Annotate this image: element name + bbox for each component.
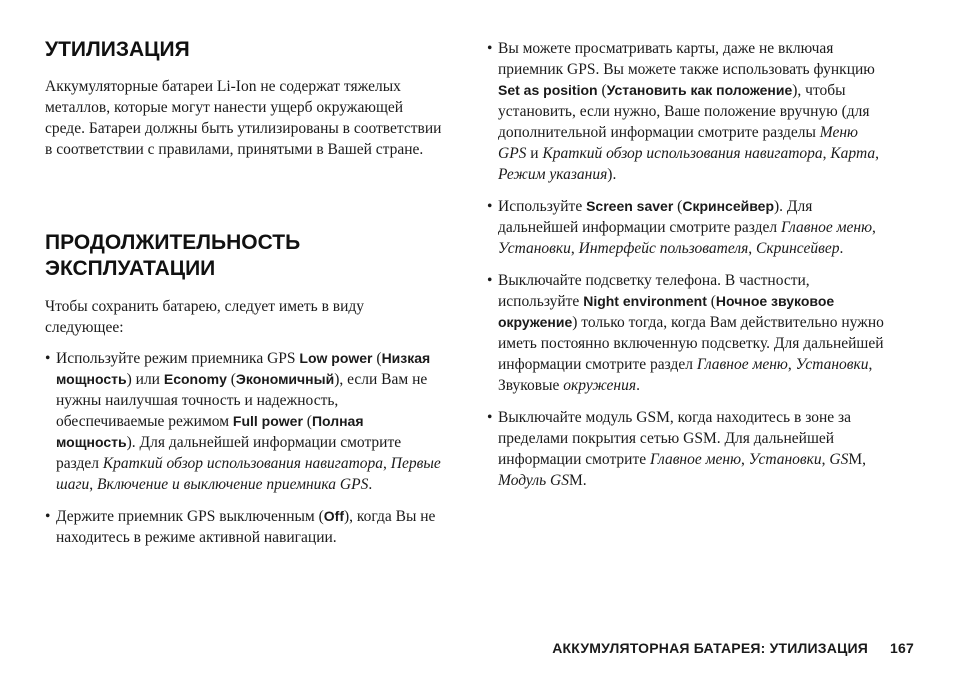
- text-run: Выключайте подсветку телефона. В частности, используйте: [498, 272, 810, 310]
- list-item: [487, 407, 887, 491]
- bold-term: Screen saver: [586, 198, 674, 214]
- italic-reference: GS: [829, 451, 849, 468]
- bold-term: Скринсейвер: [682, 198, 774, 214]
- bold-term: Off: [323, 508, 344, 524]
- bullet-glyph: •: [487, 409, 493, 426]
- bold-term: Полная мощность: [56, 413, 364, 450]
- heading-battery-life: ПРОДОЛЖИТЕЛЬНОСТЬ ЭКСПЛУАТАЦИИ: [45, 231, 301, 280]
- bold-term: Economy: [163, 371, 227, 387]
- paragraph-disposal: Аккумуляторные батареи Li-Ion не содержат тяжелых металлов, которые могут нанести ущерб окружающей среде. Батареи должны быть утилизированы в соответствии в соответствии с правилами, принятыми в Вашей стране.: [45, 78, 442, 158]
- text-run: Используйте: [498, 198, 587, 215]
- bold-term: Низкая мощность: [56, 350, 431, 387]
- footer-title: АККУМУЛЯТОРНАЯ БАТАРЕЯ: УТИЛИЗАЦИЯ: [552, 640, 869, 656]
- text-run: ,: [875, 145, 879, 162]
- list-item: [487, 196, 887, 259]
- text-run: ) или: [126, 371, 164, 388]
- italic-reference: Главное меню: [696, 356, 788, 373]
- text-run: , Звуковые: [498, 356, 873, 394]
- text-run: (: [673, 198, 683, 215]
- text-run: .: [839, 240, 844, 257]
- text-run: (: [226, 371, 236, 388]
- text-run: Держите приемник GPS выключенным (: [56, 508, 324, 525]
- italic-reference: Краткий обзор использования навигатора: [102, 455, 384, 472]
- list-item: [487, 270, 887, 396]
- paragraph-battery-intro: Чтобы сохранить батарею, следует иметь в виду следующее:: [45, 298, 365, 336]
- text-run: .: [636, 377, 640, 394]
- text-run: ), когда Вы не находитесь в режиме активной навигации.: [56, 508, 436, 546]
- text-run: ).: [607, 166, 617, 183]
- list-item: [45, 348, 445, 495]
- italic-reference: Карта: [830, 145, 876, 162]
- bold-term: Set as position: [498, 82, 598, 98]
- text-run: ) только тогда, когда Вам действительно нужно иметь постоянно включенную подсветку. Для дальнейшей информации смотрите раздел: [498, 314, 884, 373]
- list-item: [487, 38, 887, 185]
- text-run: Выключайте модуль GSM, когда находитесь в зоне за пределами покрытия сетью GSM. Для дальнейшей информации смотрите: [498, 409, 852, 468]
- page-footer: [552, 640, 914, 656]
- text-run: Используйте режим приемника GPS: [56, 350, 300, 367]
- text-run: M,: [848, 451, 867, 468]
- text-run: (: [302, 413, 312, 430]
- italic-reference: Краткий обзор использования навигатора: [542, 145, 823, 162]
- italic-reference: Включение и выключение приемника GPS: [97, 476, 369, 493]
- italic-reference: Установки: [748, 451, 822, 468]
- text-run: ,: [787, 356, 796, 373]
- text-run: .: [368, 476, 373, 493]
- italic-reference: Установки: [498, 240, 571, 257]
- bold-term: Full power: [232, 413, 303, 429]
- bullet-glyph: •: [45, 350, 51, 367]
- italic-reference: Меню GPS: [498, 124, 858, 162]
- italic-reference: Интерфейс пользователя: [578, 240, 749, 257]
- left-bullet-list: [45, 348, 445, 548]
- text-run: ,: [570, 240, 579, 257]
- text-run: Вы можете просматривать карты, даже не включая приемник GPS. Вы можете также использовать функцию: [498, 40, 875, 78]
- bold-term: Экономичный: [235, 371, 335, 387]
- text-run: ,: [872, 219, 876, 236]
- bold-term: Ночное звуковое окружение: [498, 293, 835, 330]
- italic-reference: окружения: [563, 377, 637, 394]
- italic-reference: Первые шаги: [56, 455, 441, 493]
- bold-term: Low power: [299, 350, 373, 366]
- text-run: ,: [748, 240, 757, 257]
- text-run: и: [526, 145, 543, 162]
- bold-term: Установить как положение: [606, 82, 793, 98]
- text-run: (: [372, 350, 382, 367]
- bullet-glyph: •: [45, 508, 51, 525]
- italic-reference: Режим указания: [498, 166, 608, 183]
- text-run: ,: [822, 145, 831, 162]
- italic-reference: Установки: [795, 356, 869, 373]
- page-number: 167: [890, 640, 914, 656]
- text-run: ), если Вам не нужны наилучшая точность и надежность, обеспечиваемые режимом: [56, 371, 428, 430]
- italic-reference: Главное меню: [650, 451, 742, 468]
- bullet-glyph: •: [487, 272, 493, 289]
- bullet-glyph: •: [487, 40, 493, 57]
- text-run: ,: [821, 451, 830, 468]
- text-run: ,: [741, 451, 749, 468]
- italic-reference: Главное меню: [781, 219, 873, 236]
- text-run: (: [706, 293, 716, 310]
- heading-disposal: УТИЛИЗАЦИЯ: [45, 38, 190, 61]
- right-bullet-list: [487, 38, 887, 491]
- text-run: (: [597, 82, 607, 99]
- list-item: [45, 506, 445, 548]
- italic-reference: Скринсейвер: [756, 240, 840, 257]
- bullet-glyph: •: [487, 198, 493, 215]
- text-run: ), чтобы установить, если нужно, Ваше положение вручную (для дополнительной информации смотрите разделы: [498, 82, 870, 141]
- text-run: ,: [89, 476, 97, 493]
- text-run: M.: [568, 472, 587, 489]
- italic-reference: Модуль GS: [498, 472, 569, 489]
- text-run: ,: [383, 455, 391, 472]
- text-run: ). Для дальнейшей информации смотрите раздел: [56, 434, 402, 472]
- text-run: ). Для дальнейшей информации смотрите раздел: [498, 198, 813, 236]
- bold-term: Night environment: [583, 293, 707, 309]
